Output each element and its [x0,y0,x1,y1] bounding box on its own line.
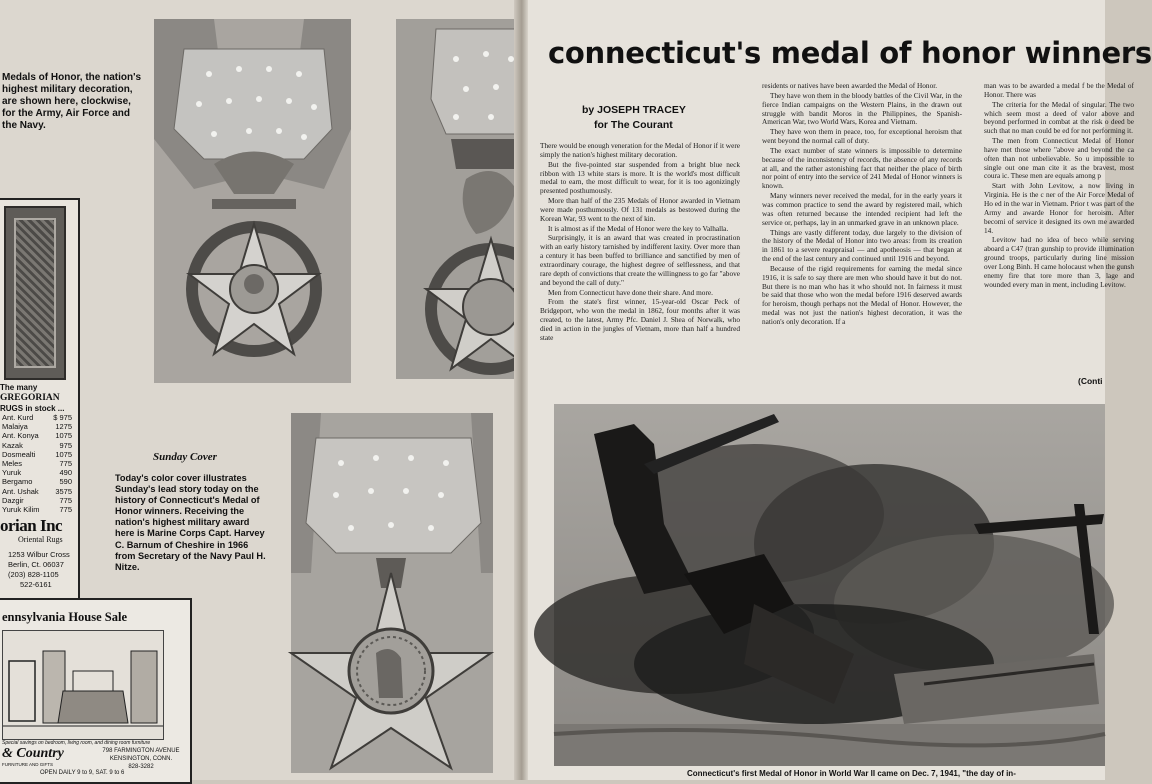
sunday-cover-text: Today's color cover illustrates Sunday's lead story today on the history of Connecticut's Medal of Honor winners. Receiving the nation's highest military award here is Marine Corps Capt. Harvey C. Barnum of Cheshire in 1966 from Secretary of the Navy Paul H. Nitze. [115,473,266,572]
paragraph: The men from Connecticut Medal of Honor have met those where "above and beyond the ca often than not unbelievable. So u impossible to single out one man cite it as the bravest, most coura ic. These men are equals among p [984,136,1134,181]
sunday-cover-title: Sunday Cover [153,451,217,463]
rug-row: Ant. Kurd $ 975 [2,413,72,422]
article-column-1 [540,142,740,344]
air-force-medal-photo [396,19,522,379]
navy-medal-photo [291,413,493,773]
paragraph: Men from Connecticut have done their share. And more. [548,287,713,297]
paragraph: Many winners never received the medal, for in the early years it was common practice to send the award by registered mail, which was often returned because the intended recipient had left the service or, perhaps, lay in an unmarked grave in an unknown place. [762,191,962,227]
right-page [522,0,1152,780]
paragraph: More than half of the 235 Medals of Honor awarded in Vietnam were made posthumously. Of 131 medals as bestowed during the Korean War, 93 went to the next of kin. [540,196,740,223]
paragraph: They have won them in peace, too, for exceptional heroism that went beyond the normal call of duty. [762,127,962,146]
rug-image [4,206,66,380]
paragraph: Things are vastly different today, due largely to the division of the history of the Medal of Honor into two areas: from its creation in 1861 to a severe reappraisal — and apotheosis — that began at the end of the last century and continued until 1916 and beyond. [762,227,962,264]
article-headline: connecticut's medal of honor winners [548,36,1152,70]
rug-row: Meles 775 [2,459,72,469]
byline: by JOSEPH TRACEY for The Courant [582,104,686,131]
rug-row: Bergamo 590 [2,477,72,487]
paragraph: Because of the rigid requirements for earning the medal since 1916, it is safe to say there are men who should have it but do not. But there is no man who has it who should not. In fairness it must be said that those who won the medal before 1916 deserved awards for heroism, though perhaps not the Medal of Honor. However, the medal was not just the nation's highest decoration, it was the nation's only decoration. If a [762,263,962,326]
rug-row: Yuruk 490 [2,468,72,478]
rug-row: Ant. Konya 1075 [2,431,72,441]
house-ad-brand-sub: FURNITURE AND GIFTS [2,762,54,767]
intro-caption: Medals of Honor, the nation's highest military decoration, are shown here, clockwise, for the Army, Air Force and the Navy. [2,72,142,131]
left-page [0,0,522,780]
paragraph: From the state's first winner, 15-year-old Oscar Peck of Bridgeport, who won the medal in 1862, four months after it was created, to the latest, Army Pfc. Daniel J. Shea of Norwalk, who died in action in the jungles of Vietnam, more than half a hundred state [540,297,740,342]
paragraph: But the five-pointed star suspended from a bright blue neck ribbon with 13 white stars is more. It is the world's most difficult medal to earn, the most difficult to wear, for it is too agonizingly presented posthumously. [540,159,740,196]
rug-row: Malaiya 1275 [2,422,72,432]
rug-row: Kazak 975 [2,440,72,450]
rug-heading-3: RUGS in stock ... [0,404,65,413]
paragraph: Start with John Levitow, a now living in Virginia. He is the c ner of the Air Force Medal of Ho ed in the war in Vietnam. Prior t was part of the Army and awarde Honor for heroism. After becomi of service it designed its own me awarded 14. [984,181,1134,235]
paragraph: It is almost as if the Medal of Honor were the key to Valhalla. [548,223,729,233]
paragraph: Surprisingly, it is an award that was created in procrastination with an early history tarnished by indifferent laxity. Over more than a century it has been buffed to brilliance and sanctified by men of extraordinary courage, the highest degree of selflessness, and that rare depth of convictions that create the willingness to go far "above and beyond the call of duty." [540,233,740,287]
rug-heading-2: GREGORIAN [0,393,60,403]
house-ad-title: ennsylvania House Sale [2,610,128,624]
paragraph: The exact number of state winners is impossible to determine because of the inconsistency of records, the absence of any records at all, and the rather astonishing fact that neither the place of birth nor point of entry into the service of 241 Medal of Honor winners is known. [762,145,962,191]
paragraph: There would be enough veneration for the Medal of Honor if it were simply the nation's highest military decoration. [540,141,740,159]
rug-brand-sub: Oriental Rugs [18,535,63,544]
rug-heading-1: The many [0,383,38,392]
article-column-3 [984,82,1134,290]
house-ad-hours: OPEN DAILY 9 to 9, SAT. 9 to 6 [40,770,125,776]
rug-brand: orian Inc [0,516,63,535]
paragraph: They have won them in the bloody battles of the Civil War, in the fierce Indian campaigns on the Western Plains, in the drawn out struggle with bandit Moros in the Philippines, the Spanish-American War, two World Wars, Korea and Vietnam. [762,90,962,127]
rug-row: Ant. Ushak 3575 [2,486,72,496]
rug-row: Yuruk Kilim 775 [2,505,72,515]
army-medal-photo [154,19,351,383]
rug-address: 1253 Wilbur Cross Berlin, Ct. 06037 (203) 828-1105 522-6161 [8,550,70,589]
page-gutter [514,0,528,780]
article-column-2 [762,82,962,328]
house-ad-subtitle: Special savings on bedroom, living room, and dining room furniture [2,740,151,746]
rug-price-list [2,413,72,514]
paragraph: The criteria for the Medal of singular. The two which seem most a deed of valor above and beyond performed in combat at the risk o deed be such that no man could be ed for not performing it. [984,99,1134,136]
pearl-harbor-photo [554,404,1105,766]
rug-advertisement [0,198,80,600]
furniture-illustration [2,630,164,740]
photo-caption: Connecticut's first Medal of Honor in World War II came on Dec. 7, 1941, "the day of in- [687,769,1016,778]
paragraph: man was to be awarded a medal f be the Medal of Honor. There was [984,81,1134,99]
rug-row: Dosmealti 1075 [2,449,72,459]
continued-label: (Conti [1078,376,1103,386]
house-ad-address: 798 FARMINGTON AVENUE KENSINGTON, CONN. 828-3282 [102,748,180,770]
rug-row: Dazgir 775 [2,495,72,505]
paragraph: residents or natives have been awarded the Medal of Honor. [762,81,938,90]
house-sale-advertisement [0,598,192,784]
paragraph: Levitow had no idea of beco while serving aboard a C47 (tran gunship to provide illumination ground troops, particularly during line mission over Long Binh. H came holocaust when the gunsh enemy fire that tore more than 3, lage and wounded every man in ment, including Levitow. [984,235,1134,289]
house-ad-brand: & Country [2,746,64,761]
